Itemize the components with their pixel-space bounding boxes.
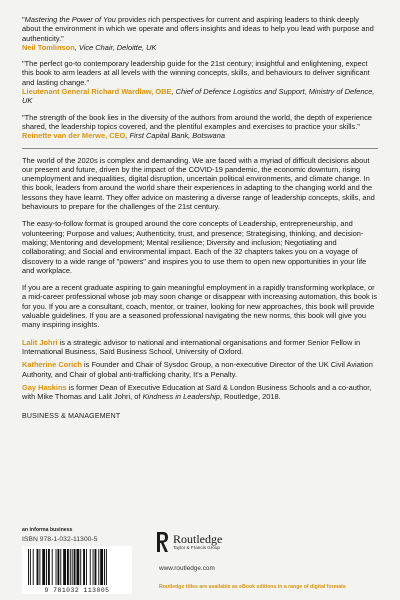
publisher-url: www.routledge.com (159, 565, 215, 572)
publisher-footer (22, 527, 382, 600)
endorsement-quote-2 (22, 59, 378, 105)
endorser-role: , Vice Chair, Deloitte, UK (74, 42, 157, 52)
endorser-name: Lieutenant General Richard Wardlaw, OBE (22, 87, 172, 97)
barcode-bar (46, 549, 47, 585)
description-paragraph-2: The easy-to-follow format is grouped around the core concepts of Leadership, entrepreneurship, and volunteering; Purpose and values; Authenticity, trust, and presence; Strategising, thinking, and decision-making; Mentoring and development; Mental resilience; Diversity and inclusion; Negotiating and collaborating; and Social and environmental impact. Each of the 32 chapters takes you on a voyage of discovery to a wide range of "powers" and inspires you to use them to open new opportunities in your life and workplace. (22, 219, 367, 275)
author-name: Gay Haskins (22, 382, 67, 392)
routledge-logo (155, 531, 255, 555)
author-name: Lalit Johri (22, 337, 58, 347)
description-paragraph-1: The world of the 2020s is complex and demanding. We are faced with a myriad of difficult decisions about our present and future, driven by the impact of the COVID-19 pandemic, the economic downturn, rising unemployment and inequalities, digital disruption, uncertain political environments, and climate change. In this book, leaders from around the world share their experiences in adapting to the changing world and the lessons they have learnt. They offer advice on mastering a diverse range of leadership concepts, skills, and behaviours to prepare for the challenges of the 21st century. (22, 155, 375, 212)
barcode-bar (52, 549, 53, 585)
endorser-name: Neil Tomlinson (22, 42, 75, 52)
barcode-bar (30, 549, 31, 585)
barcode (22, 546, 132, 588)
endorser-role: , First Capital Bank, Botswana (125, 131, 225, 141)
divider (22, 148, 378, 149)
barcode-bar (90, 549, 91, 585)
barcode-bar (93, 549, 94, 585)
barcode-bar (48, 549, 50, 585)
barcode-bar (95, 549, 97, 585)
cited-book-title: Kindness in Leadership (142, 392, 220, 402)
quote-text: "The perfect go-to contemporary leadership guide for the 21st century; insightful and enlightening, expect this book to arm leaders at all levels with the winning concepts, skills, and behaviours to deliver significant and lasting change." (22, 59, 370, 87)
isbn-block (22, 527, 132, 543)
quote-attribution (22, 131, 378, 140)
endorser-role: , Chief of Defence Logistics and Support, Ministry of Defence, UK (22, 87, 375, 106)
barcode-bar (37, 549, 39, 585)
barcode-bar (63, 549, 66, 585)
quote-attribution (22, 43, 378, 52)
barcode-bar (80, 549, 81, 585)
barcode-bar (60, 549, 61, 585)
barcode-bar (33, 549, 34, 585)
author-bio-3: Gay Haskins is former Dean of Executive Education at Saïd & London Business Schools and a co-author, with Mike Thomas and Lalit Johri, of Kindness in Leadership, Routledge, 2018. (22, 382, 372, 402)
author-bio-2: Katherine Corich is Founder and Chair of Sysdoc Group, a non-executive Director of the UK Civil Aviation Authority, and Chair of global anti-trafficking charity, It's a Penalty. (22, 360, 373, 379)
quote-text: "The strength of the book lies in the diversity of the authors from around the world, the depth of experience shared, the leadership topics covered, and the plentiful examples and exercises to practice your skills." (22, 112, 372, 131)
barcode-bar (83, 549, 85, 585)
publisher-name: Routledge (173, 532, 223, 546)
barcode-bars (22, 546, 132, 588)
barcode-bar (72, 549, 73, 585)
routledge-r-icon (155, 531, 169, 553)
description-paragraph-3: If you are a recent graduate aspiring to gain meaningful employment in a rapidly transforming workplace, or a mid-career professional whose job may soon change or disappear with increasing automation, this book is for you. If you are a consultant, coach, mentor, or trainer, looking for new approaches, this book will provide valuable guidelines. If you are a seasoned professional navigating the new norms, this book will give you many inspiring insights. (22, 283, 378, 330)
barcode-bar (98, 549, 99, 585)
author-name: Katherine Corich (22, 360, 82, 370)
endorsement-quote-1 (22, 15, 378, 52)
barcode-bar (100, 549, 103, 585)
book-title-italic: Mastering the Power of You (24, 15, 116, 24)
barcode-bar (39, 549, 40, 585)
barcode-bar (86, 549, 87, 585)
quote-text: "Mastering the Power of You provides rich perspectives for current and aspiring leaders to think deeply about the environment in which we operate and offers insights and ideas to help you lead with purpose and authenticity." (22, 15, 374, 43)
subject-category: BUSINESS & MANAGEMENT (22, 413, 121, 421)
publisher-subtitle: Taylor & Francis Group (173, 545, 220, 550)
quote-attribution (22, 87, 378, 106)
author-bio-1: Lalit Johri is a strategic advisor to national and international organisations and former Senior Fellow in International Business, Saïd Business School, University of Oxford. (22, 337, 361, 356)
endorsement-quote-3 (22, 113, 378, 141)
barcode-bar (57, 549, 59, 585)
barcode-bar (104, 549, 105, 585)
barcode-bar (56, 549, 57, 585)
barcode-digits: 9 781032 113005 (22, 587, 132, 594)
barcode-bar (76, 549, 79, 585)
barcode-bar (74, 549, 76, 585)
isbn-label: ISBN 978-1-032-11300-5 (22, 536, 98, 543)
endorser-name: Reinette van der Merwe, CEO (22, 131, 126, 141)
barcode-bar (106, 549, 107, 585)
ebook-note: Routledge titles are available as eBook editions in a range of digital formats (159, 584, 346, 590)
barcode-bar (42, 549, 45, 585)
informa-label: an informa business (22, 527, 73, 533)
barcode-bar (70, 549, 71, 585)
barcode-bar (28, 549, 29, 585)
barcode-bar (67, 549, 69, 585)
